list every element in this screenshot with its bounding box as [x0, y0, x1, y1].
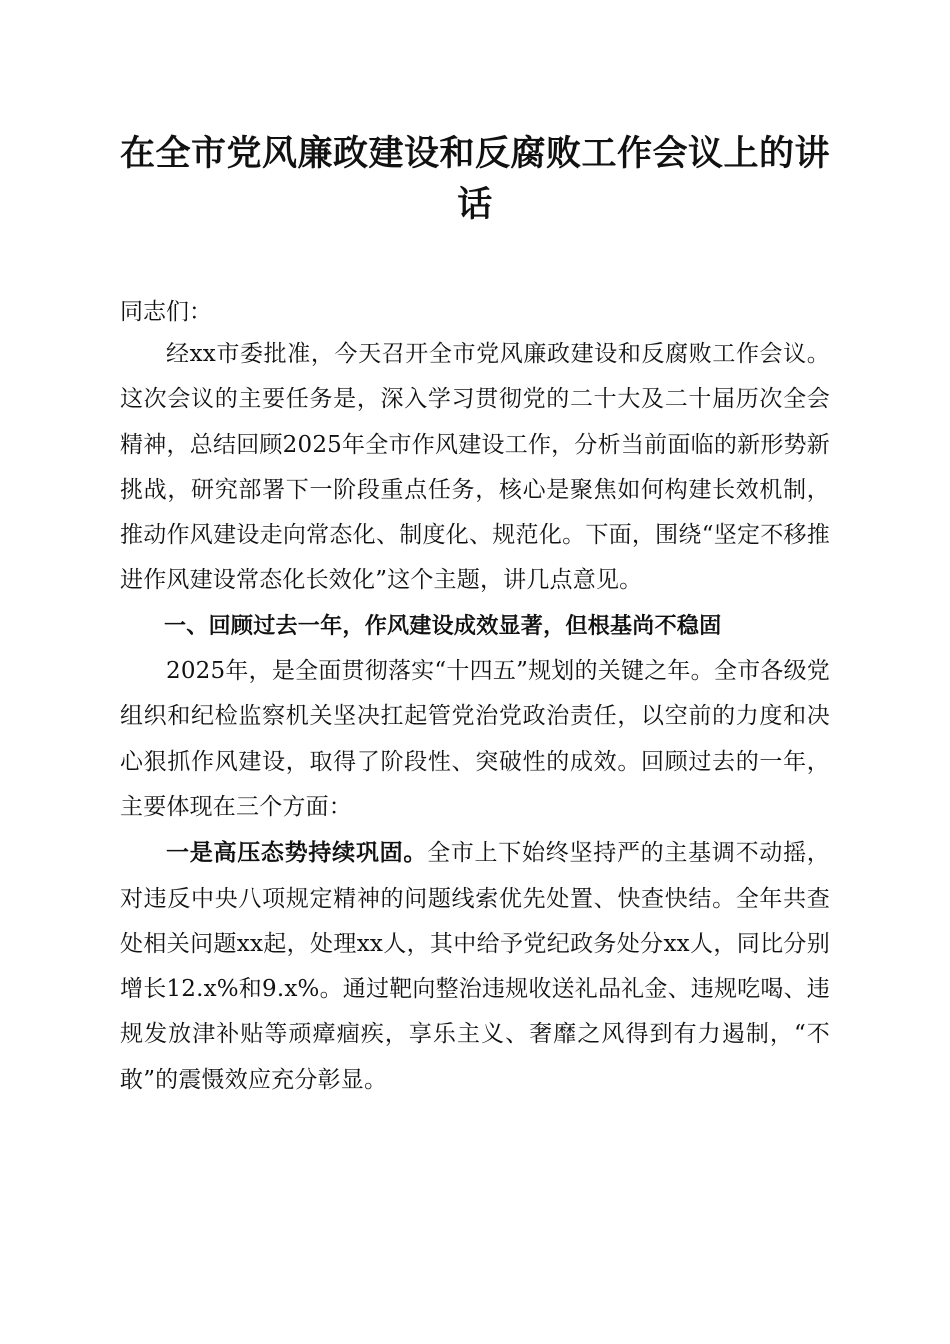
salutation: 同志们： — [120, 299, 212, 325]
point-1-paragraph — [120, 830, 830, 1103]
document-page — [120, 128, 830, 1103]
intro-paragraph: 经xx市委批准，今天召开全市党风廉政建设和反腐败工作会议。这次会议的主要任务是，深入学习贯彻党的二十大及二十届历次全会精神，总结回顾2025年全市作风建设工作，分析当前面临的新形势新挑战，研究部署下一阶段重点任务，核心是聚焦如何构建长效机制，推动作风建设走向常态化、制度化、规范化。下面，围绕“坚定不移推进作风建设常态化长效化”这个主题，讲几点意见。 — [120, 341, 830, 594]
point-1-body: 全市上下始终坚持严的主基调不动摇，对违反中央八项规定精神的问题线索优先处置、快查快结。全年共查处相关问题xx起，处理xx人，其中给予党纪政务处分xx人，同比分别增长12.x%和9.x%。通过靶向整治违规收送礼品礼金、违规吃喝、违规发放津补贴等顽瘴痼疾，享乐主义、奢靡之风得到有力遏制，“不敢”的震慑效应充分彰显。 — [120, 840, 831, 1093]
point-1-lead: 一是高压态势持续巩固。 — [166, 839, 428, 867]
section-1-paragraph: 2025年，是全面贯彻落实“十四五”规划的关键之年。全市各级党组织和纪检监察机关坚决扛起管党治党政治责任，以空前的力度和决心狠抓作风建设，取得了阶段性、突破性的成效。回顾过去的一年，主要体现在三个方面： — [120, 658, 830, 820]
document-title: 在全市党风廉政建设和反腐败工作会议上的讲话 — [120, 133, 831, 225]
section-heading-1: 一、回顾过去一年，作风建设成效显著，但根基尚不稳固 — [164, 613, 722, 639]
